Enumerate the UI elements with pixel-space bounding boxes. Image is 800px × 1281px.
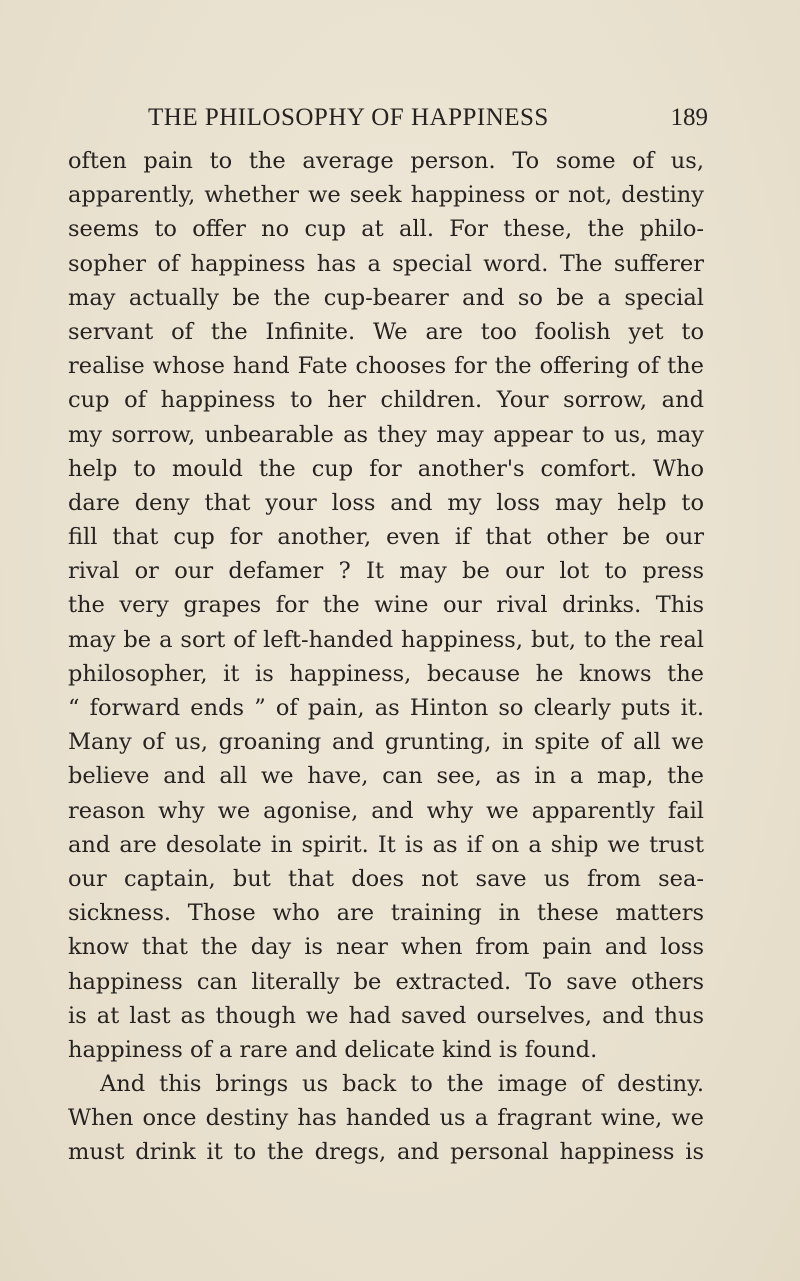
text-line: the very grapes for the wine our rival drinks. This: [68, 592, 704, 619]
text-line: rival or our defamer ? It may be our lot to press: [68, 558, 704, 585]
text-line: is at last as though we had saved ourselves, and thus: [68, 1002, 704, 1029]
text-line: Many of us, groaning and grunting, in spite of all we: [68, 729, 704, 756]
text-line: sopher of happiness has a special word. The sufferer: [68, 250, 704, 277]
page-number: 189: [670, 104, 708, 131]
text-line: reason why we agonise, and why we apparently fail: [68, 797, 704, 824]
text-line: must drink it to the dregs, and personal happiness is: [68, 1139, 704, 1166]
text-line: sickness. Those who are training in these matters: [68, 900, 704, 927]
text-line: dare deny that your loss and my loss may help to: [68, 489, 704, 516]
text-line: seems to offer no cup at all. For these, the philo-: [68, 216, 704, 243]
text-line: happiness can literally be extracted. To save others: [68, 968, 704, 995]
text-line: help to mould the cup for another's comfort. Who: [68, 455, 704, 482]
text-line: believe and all we have, can see, as in a map, the: [68, 763, 704, 790]
text-line: apparently, whether we seek happiness or not, destiny: [68, 182, 704, 209]
text-line: may be a sort of left-handed happiness, but, to the real: [68, 626, 704, 653]
running-head: [68, 104, 708, 138]
text-line: philosopher, it is happiness, because he knows the: [68, 660, 704, 687]
text-line: cup of happiness to her children. Your sorrow, and: [68, 387, 704, 414]
text-line: may actually be the cup-bearer and so be a special: [68, 284, 704, 311]
text-line: “ forward ends ” of pain, as Hinton so clearly puts it.: [68, 695, 704, 721]
text-line: And this brings us back to the image of destiny.: [100, 1071, 704, 1098]
running-title: THE PHILOSOPHY OF HAPPINESS: [148, 104, 549, 131]
text-line: servant of the Infinite. We are too foolish yet to: [68, 318, 704, 345]
text-line: often pain to the average person. To some of us,: [68, 148, 704, 174]
text-line: my sorrow, unbearable as they may appear to us, may: [68, 421, 704, 448]
text-line: and are desolate in spirit. It is as if on a ship we trust: [68, 831, 704, 858]
text-line: our captain, but that does not save us from sea-: [68, 865, 704, 892]
text-line: happiness of a rare and delicate kind is found.: [68, 1036, 598, 1063]
body-text: [68, 144, 704, 1170]
text-line: know that the day is near when from pain and loss: [68, 934, 704, 961]
text-line: realise whose hand Fate chooses for the offering of the: [68, 353, 704, 380]
text-line: fill that cup for another, even if that other be our: [68, 524, 704, 551]
text-line: When once destiny has handed us a fragrant wine, we: [68, 1105, 704, 1132]
